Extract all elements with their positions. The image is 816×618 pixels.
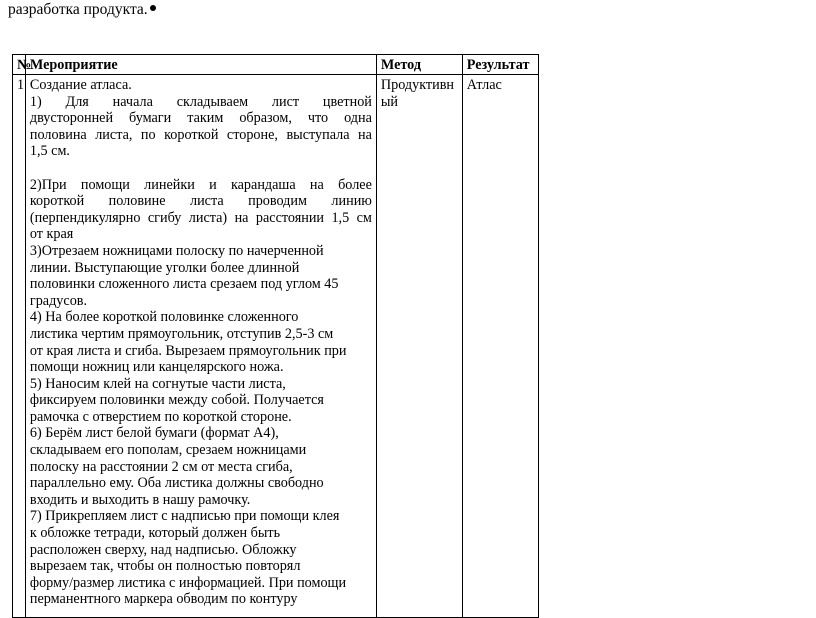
- step-6-line-5: входить и выходить в нашу рамочку.: [29, 491, 251, 508]
- step-4-line-4: помощи ножниц или канцелярского ножа.: [29, 359, 284, 376]
- cell-method: [376, 75, 462, 618]
- step-7-line-6: перманентного маркера обводим по контуру: [29, 591, 298, 608]
- cell-result: Атлас: [462, 75, 538, 618]
- step-7-line-3: расположен сверху, над надписью. Обложку: [29, 541, 297, 558]
- header-num: №: [13, 55, 26, 75]
- step-3-line-3: половинки сложенного листа срезаем под углом 45: [29, 276, 339, 293]
- step-5-line-2: фиксируем половинки между собой. Получается: [29, 392, 324, 409]
- step-2-line-1: 2)При помощи линейки и карандаша на более: [29, 176, 372, 193]
- header-result: Результат: [462, 55, 538, 75]
- section-heading: [8, 0, 156, 20]
- step-6-line-2: складываем его пополам, срезаем ножницами: [29, 442, 307, 459]
- cell-event: [25, 75, 376, 618]
- header-event: Мероприятие: [25, 55, 376, 75]
- header-method: Метод: [376, 55, 462, 75]
- step-4-line-2: листика чертим прямоугольник, отступив 2,5-3 см: [29, 325, 334, 342]
- step-2-line-2: короткой половине листа проводим линию: [29, 193, 372, 210]
- step-1-line-4: 1,5 см.: [29, 143, 70, 160]
- step-7-line-1: 7) Прикрепляем лист с надписью при помощи клея: [29, 508, 340, 525]
- method-value: Продуктивный: [380, 77, 455, 110]
- step-1-line-2: двусторонней бумаги таким образом, что одна: [29, 110, 372, 127]
- paragraph-gap: [30, 160, 372, 177]
- step-7-line-4: вырезаем так, чтобы он полностью повторял: [29, 558, 301, 575]
- step-1-line-1: 1) Для начала складываем лист цветной: [29, 93, 372, 110]
- table-header-row: [13, 55, 539, 75]
- step-3-line-1: 3)Отрезаем ножницами полоску по начерченной: [29, 242, 324, 259]
- activity-table: [12, 54, 539, 618]
- step-1-line-3: половина листа, по короткой стороне, выступала на: [29, 126, 372, 143]
- step-2-line-4: от края: [29, 226, 74, 243]
- event-title: Создание атласа.: [29, 77, 132, 93]
- step-7-line-5: форму/размер листика с информацией. При помощи: [29, 574, 347, 591]
- heading-text: разработка продукта.: [8, 1, 148, 18]
- cell-num: 1: [13, 75, 26, 618]
- step-4-line-1: 4) На более короткой половинке сложенного: [29, 309, 299, 326]
- step-5-line-3: рамочка с отверстием по короткой стороне.: [29, 408, 292, 425]
- bullet-icon: [150, 5, 156, 11]
- step-6-line-1: 6) Берём лист белой бумаги (формат А4),: [29, 425, 279, 442]
- step-6-line-4: параллельно ему. Оба листика должны свободно: [29, 475, 324, 492]
- step-2-line-3: (перпендикулярно сгибу листа) на расстоянии 1,5 см: [29, 209, 372, 226]
- step-6-line-3: полоску на расстоянии 2 см от места сгиба,: [29, 458, 293, 475]
- step-3-line-2: линии. Выступающие уголки более длинной: [29, 259, 300, 276]
- step-4-line-3: от края листа и сгиба. Вырезаем прямоугольник при: [29, 342, 347, 359]
- step-5-line-1: 5) Наносим клей на согнутые части листа,: [29, 375, 286, 392]
- table-row: [13, 75, 539, 618]
- step-7-line-2: к обложке тетради, который должен быть: [29, 525, 281, 542]
- step-3-line-4: градусов.: [29, 292, 88, 309]
